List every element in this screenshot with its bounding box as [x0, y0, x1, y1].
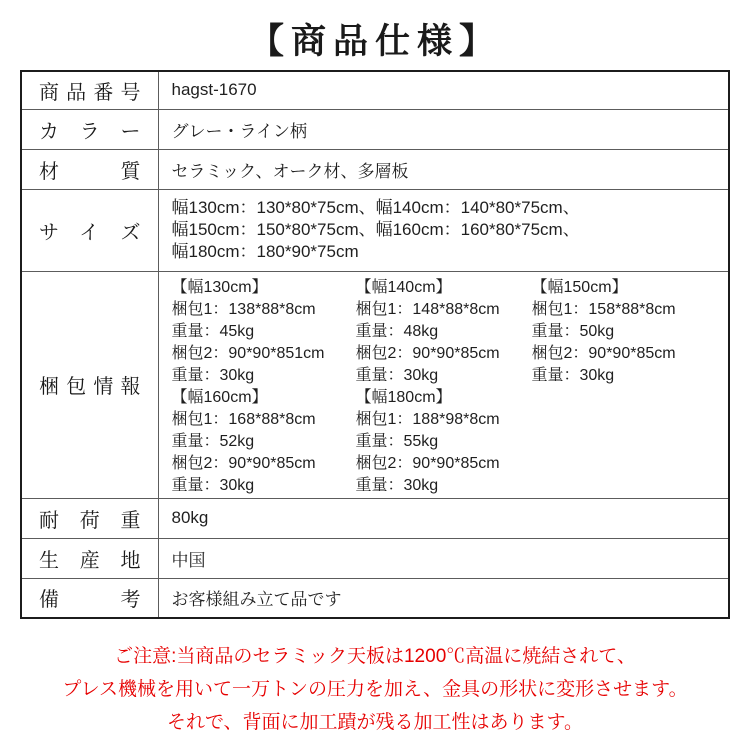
- row-label-product-number: 商品番号: [21, 71, 158, 109]
- packing-line: 梱包1：138*88*8cm: [171, 300, 316, 318]
- row-label-origin: 生産地: [21, 538, 158, 578]
- packing-line: 重量：30kg: [171, 366, 255, 384]
- row-label-remarks: 備考: [21, 578, 158, 618]
- packing-line: 梱包2：90*90*851cm: [171, 344, 325, 362]
- size-line: 幅180cm：180*90*75cm: [171, 242, 359, 261]
- table-row-remarks: [21, 578, 729, 618]
- packing-group-150cm: [532, 277, 723, 387]
- row-label-material: 材質: [21, 149, 158, 189]
- row-value-size: [158, 189, 729, 271]
- packing-group-header: 【幅150cm】: [531, 278, 628, 296]
- packing-line: 梱包2：90*90*85cm: [355, 344, 500, 362]
- packing-group-header: 【幅130cm】: [171, 278, 268, 296]
- row-value-material: セラミック、オーク材、多層板: [158, 149, 729, 189]
- row-value-packing-info: [158, 271, 729, 498]
- notice-line: それで、背面に加工蹟が残る加工性はあります。: [166, 712, 584, 733]
- table-row-product-number: [21, 71, 729, 109]
- packing-group-header: 【幅180cm】: [355, 388, 452, 406]
- page-title: 【商品仕様】: [248, 22, 501, 61]
- row-label-color: カラー: [21, 109, 158, 149]
- table-row-color: [21, 109, 729, 149]
- packing-line: 梱包1：188*98*8cm: [355, 410, 500, 428]
- packing-line: 重量：30kg: [355, 476, 439, 494]
- row-label-load-capacity: 耐荷重: [21, 498, 158, 538]
- packing-line: 重量：52kg: [171, 432, 255, 450]
- row-value-load-capacity: 80kg: [158, 498, 729, 538]
- packing-line: 重量：55kg: [355, 432, 439, 450]
- packing-line: 重量：45kg: [171, 322, 255, 340]
- size-line: 幅130cm：130*80*75cm、幅140cm：140*80*75cm、: [171, 198, 580, 217]
- table-row-origin: [21, 538, 729, 578]
- table-row-material: [21, 149, 729, 189]
- table-row-load-capacity: [21, 498, 729, 538]
- notice-line: ご注意:当商品のセラミック天板は1200℃高温に焼結されて、: [114, 646, 636, 667]
- packing-line: 梱包2：90*90*85cm: [355, 454, 500, 472]
- packing-group-header: 【幅140cm】: [355, 278, 452, 296]
- packing-line: 重量：30kg: [531, 366, 615, 384]
- packing-line: 梱包1：148*88*8cm: [355, 300, 500, 318]
- row-label-size: サイズ: [21, 189, 158, 271]
- notice-line: プレス機械を用いて一万トンの圧力を加え、金具の形状に変形させます。: [62, 679, 688, 700]
- row-label-packing-info: 梱包情報: [21, 271, 158, 498]
- packing-group-140cm: [356, 277, 532, 387]
- row-value-product-number: hagst-1670: [158, 71, 729, 109]
- table-row-size: [21, 189, 729, 271]
- row-value-remarks: お客様組み立て品です: [158, 578, 729, 618]
- packing-group-130cm: [172, 277, 356, 387]
- packing-line: 重量：30kg: [171, 476, 255, 494]
- packing-line: 重量：50kg: [531, 322, 615, 340]
- packing-group-header: 【幅160cm】: [171, 388, 268, 406]
- spec-table: [20, 70, 730, 619]
- row-value-color: グレー・ライン柄: [158, 109, 729, 149]
- packing-line: 梱包2：90*90*85cm: [531, 344, 676, 362]
- packing-line: 重量：30kg: [355, 366, 439, 384]
- table-row-packing-info: [21, 271, 729, 498]
- packing-group-180cm: [356, 387, 532, 497]
- packing-line: 梱包1：158*88*8cm: [531, 300, 676, 318]
- size-line: 幅150cm：150*80*75cm、幅160cm：160*80*75cm、: [171, 220, 580, 239]
- packing-line: 梱包1：168*88*8cm: [171, 410, 316, 428]
- packing-line: 梱包2：90*90*85cm: [171, 454, 316, 472]
- row-value-origin: 中国: [158, 538, 729, 578]
- notice: [0, 640, 750, 739]
- packing-grid: [172, 277, 723, 497]
- packing-line: 重量：48kg: [355, 322, 439, 340]
- packing-group-160cm: [172, 387, 356, 497]
